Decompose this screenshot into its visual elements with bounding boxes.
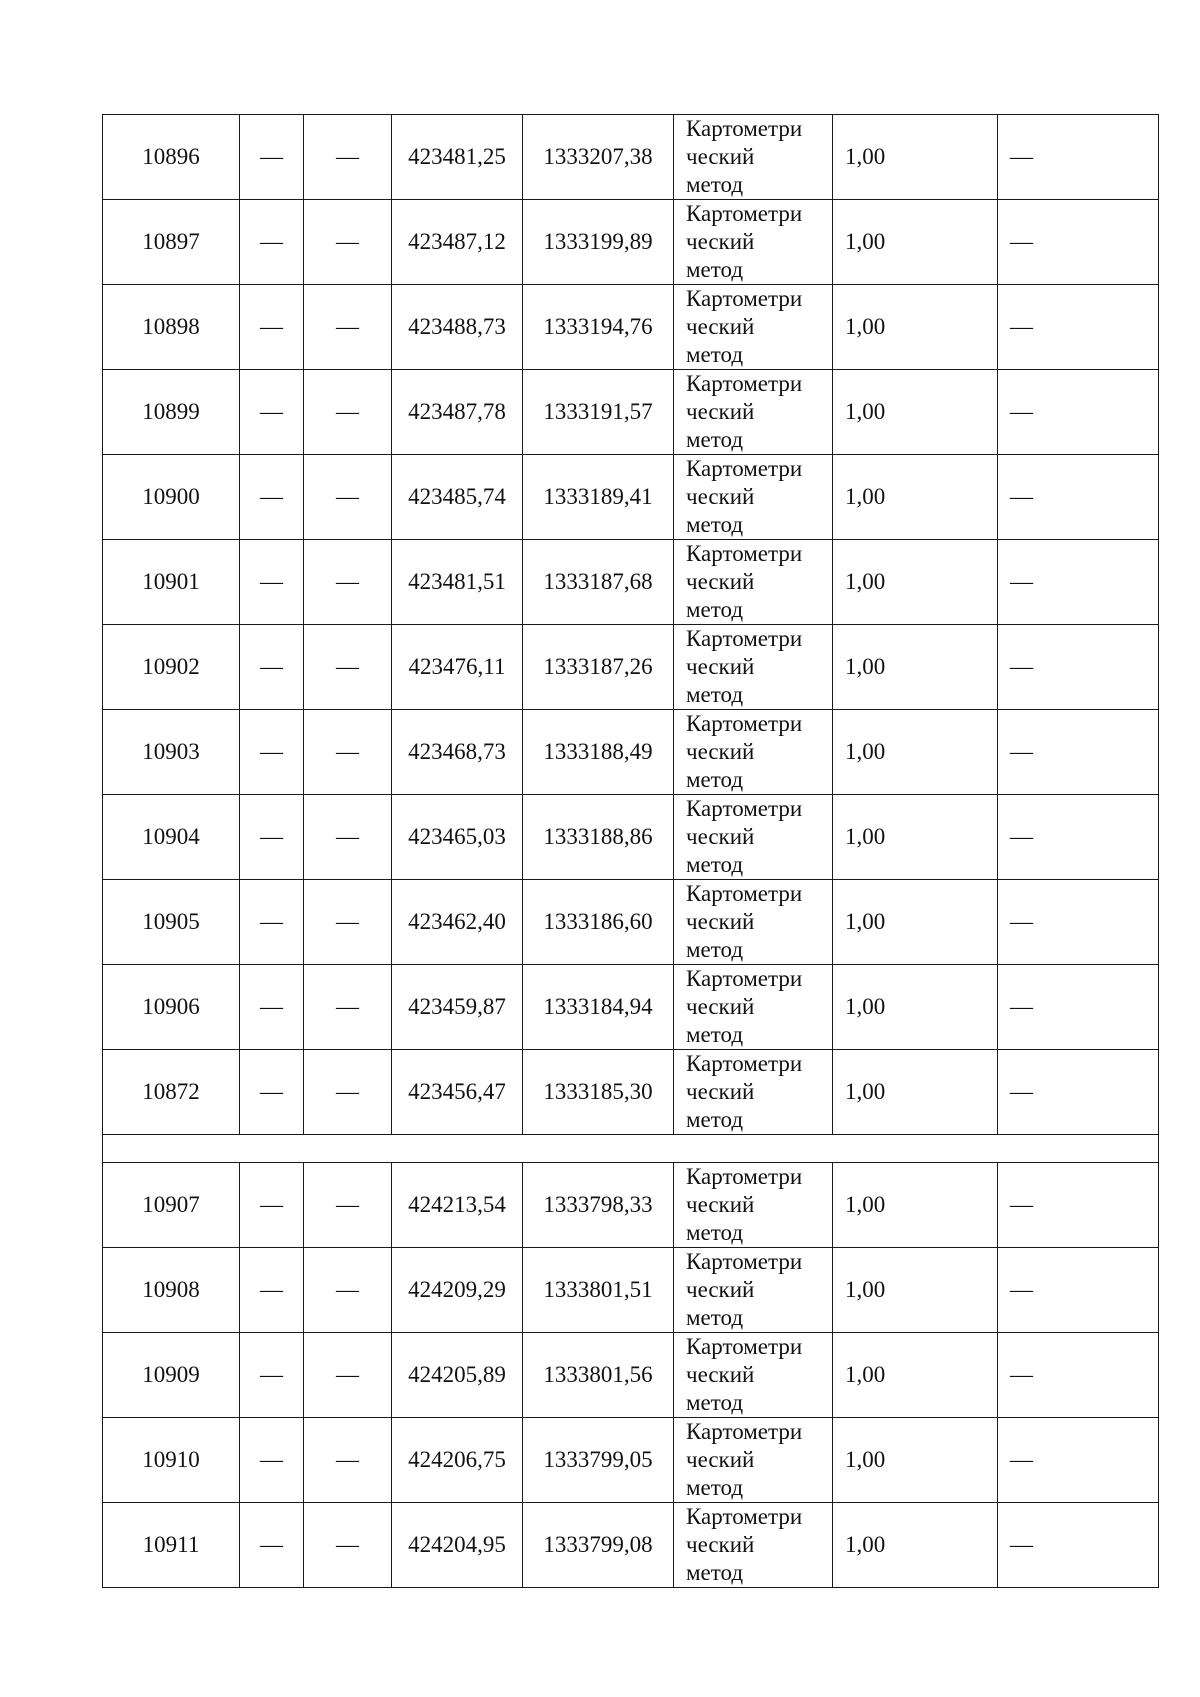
- old-x-cell: —: [240, 1418, 304, 1503]
- x-coordinate-cell: 423481,51: [392, 540, 523, 625]
- old-x-cell: —: [240, 1503, 304, 1588]
- description-cell: —: [998, 1248, 1159, 1333]
- x-coordinate-cell: 423481,25: [392, 115, 523, 200]
- method-cell: Картометри ческий метод: [674, 540, 833, 625]
- point-number-cell: 10910: [103, 1418, 240, 1503]
- x-coordinate-cell: 424206,75: [392, 1418, 523, 1503]
- precision-cell: 1,00: [833, 1248, 998, 1333]
- table-row: [103, 1163, 1159, 1248]
- old-y-cell: —: [304, 115, 392, 200]
- old-x-cell: —: [240, 1248, 304, 1333]
- point-number-cell: 10907: [103, 1163, 240, 1248]
- old-y-cell: —: [304, 625, 392, 710]
- description-cell: —: [998, 1418, 1159, 1503]
- old-x-cell: —: [240, 1050, 304, 1135]
- precision-cell: 1,00: [833, 710, 998, 795]
- precision-cell: 1,00: [833, 1503, 998, 1588]
- old-y-cell: —: [304, 880, 392, 965]
- table-row: [103, 625, 1159, 710]
- point-number-cell: 10905: [103, 880, 240, 965]
- method-cell: Картометри ческий метод: [674, 1333, 833, 1418]
- description-cell: —: [998, 1163, 1159, 1248]
- description-cell: —: [998, 540, 1159, 625]
- old-y-cell: —: [304, 795, 392, 880]
- x-coordinate-cell: 424205,89: [392, 1333, 523, 1418]
- method-cell: Картометри ческий метод: [674, 455, 833, 540]
- y-coordinate-cell: 1333184,94: [523, 965, 674, 1050]
- y-coordinate-cell: 1333799,05: [523, 1418, 674, 1503]
- old-y-cell: —: [304, 965, 392, 1050]
- point-number-cell: 10903: [103, 710, 240, 795]
- precision-cell: 1,00: [833, 455, 998, 540]
- y-coordinate-cell: 1333186,60: [523, 880, 674, 965]
- method-cell: Картометри ческий метод: [674, 115, 833, 200]
- old-x-cell: —: [240, 540, 304, 625]
- old-y-cell: —: [304, 285, 392, 370]
- point-number-cell: 10908: [103, 1248, 240, 1333]
- description-cell: —: [998, 370, 1159, 455]
- table-row: [103, 965, 1159, 1050]
- point-number-cell: 10911: [103, 1503, 240, 1588]
- point-number-cell: 10909: [103, 1333, 240, 1418]
- table-row: [103, 200, 1159, 285]
- precision-cell: 1,00: [833, 540, 998, 625]
- x-coordinate-cell: 424209,29: [392, 1248, 523, 1333]
- old-x-cell: —: [240, 285, 304, 370]
- method-cell: Картометри ческий метод: [674, 625, 833, 710]
- table-row: [103, 1418, 1159, 1503]
- description-cell: —: [998, 880, 1159, 965]
- point-number-cell: 10900: [103, 455, 240, 540]
- precision-cell: 1,00: [833, 1418, 998, 1503]
- description-cell: —: [998, 1050, 1159, 1135]
- method-cell: Картометри ческий метод: [674, 370, 833, 455]
- method-cell: Картометри ческий метод: [674, 285, 833, 370]
- y-coordinate-cell: 1333188,49: [523, 710, 674, 795]
- old-x-cell: —: [240, 625, 304, 710]
- point-number-cell: 10899: [103, 370, 240, 455]
- point-number-cell: 10897: [103, 200, 240, 285]
- x-coordinate-cell: 423459,87: [392, 965, 523, 1050]
- y-coordinate-cell: 1333801,51: [523, 1248, 674, 1333]
- description-cell: —: [998, 285, 1159, 370]
- precision-cell: 1,00: [833, 965, 998, 1050]
- table-row: [103, 795, 1159, 880]
- description-cell: —: [998, 710, 1159, 795]
- y-coordinate-cell: 1333798,33: [523, 1163, 674, 1248]
- method-cell: Картометри ческий метод: [674, 795, 833, 880]
- separator-cell: [103, 1135, 1159, 1163]
- description-cell: —: [998, 795, 1159, 880]
- y-coordinate-cell: 1333187,26: [523, 625, 674, 710]
- method-cell: Картометри ческий метод: [674, 1163, 833, 1248]
- y-coordinate-cell: 1333199,89: [523, 200, 674, 285]
- precision-cell: 1,00: [833, 200, 998, 285]
- precision-cell: 1,00: [833, 1333, 998, 1418]
- x-coordinate-cell: 424213,54: [392, 1163, 523, 1248]
- y-coordinate-cell: 1333189,41: [523, 455, 674, 540]
- table-body: [103, 115, 1159, 1588]
- old-x-cell: —: [240, 1333, 304, 1418]
- contour-separator-row: [103, 1135, 1159, 1163]
- method-cell: Картометри ческий метод: [674, 200, 833, 285]
- table-row: [103, 1248, 1159, 1333]
- precision-cell: 1,00: [833, 880, 998, 965]
- old-y-cell: —: [304, 1418, 392, 1503]
- x-coordinate-cell: 423487,78: [392, 370, 523, 455]
- point-number-cell: 10904: [103, 795, 240, 880]
- old-x-cell: —: [240, 455, 304, 540]
- old-x-cell: —: [240, 710, 304, 795]
- point-number-cell: 10902: [103, 625, 240, 710]
- x-coordinate-cell: 423485,74: [392, 455, 523, 540]
- y-coordinate-cell: 1333187,68: [523, 540, 674, 625]
- old-y-cell: —: [304, 1163, 392, 1248]
- old-y-cell: —: [304, 455, 392, 540]
- description-cell: —: [998, 200, 1159, 285]
- point-number-cell: 10898: [103, 285, 240, 370]
- old-y-cell: —: [304, 1050, 392, 1135]
- x-coordinate-cell: 423462,40: [392, 880, 523, 965]
- old-y-cell: —: [304, 1248, 392, 1333]
- old-x-cell: —: [240, 1163, 304, 1248]
- table-row: [103, 370, 1159, 455]
- coordinates-table: [102, 114, 1159, 1588]
- precision-cell: 1,00: [833, 795, 998, 880]
- old-x-cell: —: [240, 795, 304, 880]
- table-row: [103, 115, 1159, 200]
- table-row: [103, 1050, 1159, 1135]
- description-cell: —: [998, 1503, 1159, 1588]
- y-coordinate-cell: 1333194,76: [523, 285, 674, 370]
- y-coordinate-cell: 1333799,08: [523, 1503, 674, 1588]
- table-row: [103, 1503, 1159, 1588]
- x-coordinate-cell: 423476,11: [392, 625, 523, 710]
- method-cell: Картометри ческий метод: [674, 1050, 833, 1135]
- description-cell: —: [998, 115, 1159, 200]
- method-cell: Картометри ческий метод: [674, 1503, 833, 1588]
- old-y-cell: —: [304, 200, 392, 285]
- method-cell: Картометри ческий метод: [674, 1418, 833, 1503]
- point-number-cell: 10906: [103, 965, 240, 1050]
- point-number-cell: 10896: [103, 115, 240, 200]
- y-coordinate-cell: 1333191,57: [523, 370, 674, 455]
- description-cell: —: [998, 965, 1159, 1050]
- old-y-cell: —: [304, 1333, 392, 1418]
- old-y-cell: —: [304, 1503, 392, 1588]
- precision-cell: 1,00: [833, 115, 998, 200]
- y-coordinate-cell: 1333801,56: [523, 1333, 674, 1418]
- precision-cell: 1,00: [833, 285, 998, 370]
- point-number-cell: 10872: [103, 1050, 240, 1135]
- precision-cell: 1,00: [833, 625, 998, 710]
- description-cell: —: [998, 625, 1159, 710]
- x-coordinate-cell: 424204,95: [392, 1503, 523, 1588]
- y-coordinate-cell: 1333207,38: [523, 115, 674, 200]
- old-x-cell: —: [240, 370, 304, 455]
- method-cell: Картометри ческий метод: [674, 965, 833, 1050]
- table-row: [103, 285, 1159, 370]
- x-coordinate-cell: 423488,73: [392, 285, 523, 370]
- precision-cell: 1,00: [833, 370, 998, 455]
- x-coordinate-cell: 423465,03: [392, 795, 523, 880]
- x-coordinate-cell: 423456,47: [392, 1050, 523, 1135]
- table-row: [103, 1333, 1159, 1418]
- old-x-cell: —: [240, 200, 304, 285]
- x-coordinate-cell: 423487,12: [392, 200, 523, 285]
- method-cell: Картометри ческий метод: [674, 1248, 833, 1333]
- y-coordinate-cell: 1333188,86: [523, 795, 674, 880]
- table-row: [103, 710, 1159, 795]
- description-cell: —: [998, 1333, 1159, 1418]
- table-row: [103, 540, 1159, 625]
- method-cell: Картометри ческий метод: [674, 710, 833, 795]
- table-row: [103, 880, 1159, 965]
- table-row: [103, 455, 1159, 540]
- point-number-cell: 10901: [103, 540, 240, 625]
- old-y-cell: —: [304, 540, 392, 625]
- description-cell: —: [998, 455, 1159, 540]
- old-y-cell: —: [304, 710, 392, 795]
- old-x-cell: —: [240, 115, 304, 200]
- x-coordinate-cell: 423468,73: [392, 710, 523, 795]
- precision-cell: 1,00: [833, 1163, 998, 1248]
- old-y-cell: —: [304, 370, 392, 455]
- old-x-cell: —: [240, 880, 304, 965]
- precision-cell: 1,00: [833, 1050, 998, 1135]
- method-cell: Картометри ческий метод: [674, 880, 833, 965]
- old-x-cell: —: [240, 965, 304, 1050]
- y-coordinate-cell: 1333185,30: [523, 1050, 674, 1135]
